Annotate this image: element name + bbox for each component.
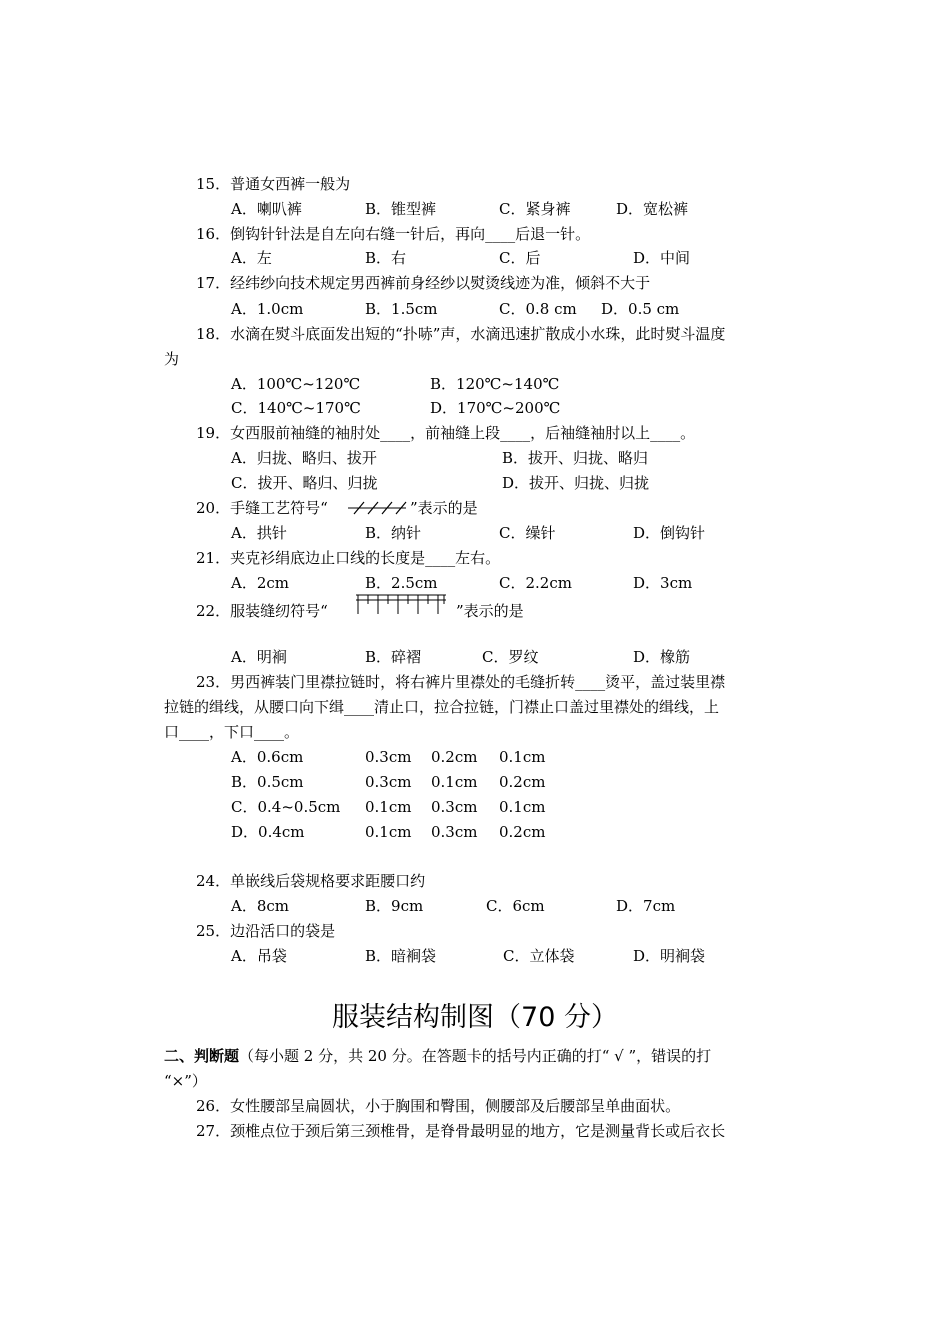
question-18-option-a: A．100℃~120℃	[231, 375, 361, 393]
question-17-option-c: C．0.8 cm	[499, 300, 577, 318]
question-25-option-b: B．暗裥袋	[365, 947, 437, 965]
question-16-option-c: C．后	[499, 249, 541, 267]
part-two-label: 二、判断题	[164, 1047, 240, 1065]
question-19-stem: 19．女西服前袖缝的袖肘处____，前袖缝上段____，后袖缝袖肘以上____。	[196, 424, 696, 442]
question-17-option-a: A．1.0cm	[231, 300, 304, 318]
question-23-row-a-col4: 0.1cm	[499, 748, 546, 766]
question-22-option-c: C．罗纹	[482, 648, 539, 666]
question-16-option-b: B．右	[365, 249, 407, 267]
question-23-stem-line1: 23．男西裤装门里襟拉链时，将右裤片里襟处的毛缝折转____烫平，盖过装里襟	[196, 673, 726, 691]
question-21-option-c: C．2.2cm	[499, 574, 572, 592]
question-15-option-d: D．宽松裤	[616, 200, 689, 218]
question-24-option-c: C．6cm	[486, 897, 545, 915]
question-22-option-a: A．明裥	[231, 648, 287, 666]
question-23-row-a-col3: 0.2cm	[431, 748, 478, 766]
part-two-description: （每小题 2 分，共 20 分。在答题卡的括号内正确的打“ √ ”，错误的打	[239, 1047, 712, 1065]
question-23-row-c-col4: 0.1cm	[499, 798, 546, 816]
question-23-row-d-col3: 0.3cm	[431, 823, 478, 841]
sewing-symbol-icon	[354, 592, 450, 616]
question-23-stem-line3: 口____，下口____。	[164, 723, 300, 741]
question-23-row-c-col3: 0.3cm	[431, 798, 478, 816]
question-22-option-b: B．碎褶	[365, 648, 422, 666]
question-24-option-d: D．7cm	[616, 897, 676, 915]
question-18-stem-line2: 为	[164, 350, 180, 368]
question-15-option-a: A．喇叭裤	[231, 200, 302, 218]
question-17-option-d: D．0.5 cm	[601, 300, 680, 318]
part-two-instructions	[164, 1046, 711, 1066]
question-23-row-b-col3: 0.1cm	[431, 773, 478, 791]
question-23-row-c-col2: 0.1cm	[365, 798, 412, 816]
question-23-row-b-col4: 0.2cm	[499, 773, 546, 791]
part-two-description-line2: “×”）	[164, 1072, 207, 1090]
section-title: 服装结构制图（70 分）	[332, 1002, 618, 1033]
question-15-option-c: C．紧身裤	[499, 200, 571, 218]
question-21-option-d: D．3cm	[633, 574, 693, 592]
question-24-option-a: A．8cm	[231, 897, 290, 915]
question-18-stem-line1: 18．水滴在熨斗底面发出短的“扑哧”声，水滴迅速扩散成小水珠，此时熨斗温度	[196, 325, 726, 343]
question-23-row-a-col2: 0.3cm	[365, 748, 412, 766]
question-23-row-c-col1: C．0.4~0.5cm	[231, 798, 341, 816]
hand-stitch-symbol-icon	[348, 499, 408, 517]
question-23-row-d-col1: D．0.4cm	[231, 823, 305, 841]
question-20-stem-before: 20．手缝工艺符号“	[196, 499, 328, 517]
question-17-option-b: B．1.5cm	[365, 300, 438, 318]
question-16-option-a: A．左	[231, 249, 272, 267]
question-25-stem: 25．边沿活口的袋是	[196, 922, 336, 940]
question-26-stem: 26．女性腰部呈扁圆状，小于胸围和臀围，侧腰部及后腰部呈单曲面状。	[196, 1097, 681, 1115]
question-20-option-a: A．拱针	[231, 524, 287, 542]
question-25-option-a: A．吊袋	[231, 947, 287, 965]
question-21-option-b: B．2.5cm	[365, 574, 438, 592]
question-15-option-b: B．锥型裤	[365, 200, 437, 218]
question-20-option-c: C．缲针	[499, 524, 556, 542]
question-16-option-d: D．中间	[633, 249, 691, 267]
question-21-option-a: A．2cm	[231, 574, 290, 592]
question-20-stem-after: ”表示的是	[410, 499, 478, 517]
question-23-row-b-col1: B．0.5cm	[231, 773, 304, 791]
question-23-row-b-col2: 0.3cm	[365, 773, 412, 791]
question-23-row-a-col1: A．0.6cm	[231, 748, 304, 766]
question-19-option-c: C．拔开、略归、归拢	[231, 474, 378, 492]
question-25-option-c: C．立体袋	[503, 947, 575, 965]
question-18-option-c: C．140℃~170℃	[231, 399, 361, 417]
question-18-option-b: B．120℃~140℃	[430, 375, 560, 393]
question-24-stem: 24．单嵌线后袋规格要求距腰口约	[196, 872, 426, 890]
question-23-stem-line2: 拉链的缉线，从腰口向下缉____清止口，拉合拉链，门襟止口盖过里襟处的缉线，上	[164, 698, 720, 716]
question-20-option-b: B．纳针	[365, 524, 422, 542]
question-23-row-d-col2: 0.1cm	[365, 823, 412, 841]
question-18-option-d: D．170℃~200℃	[430, 399, 561, 417]
question-21-stem: 21．夹克衫绢底边止口线的长度是____左右。	[196, 549, 501, 567]
question-16-stem: 16．倒钩针针法是自左向右缝一针后，再向____后退一针。	[196, 225, 591, 243]
question-19-option-d: D．拔开、归拢、归拢	[502, 474, 650, 492]
question-15-stem: 15．普通女西裤一般为	[196, 175, 351, 193]
question-24-option-b: B．9cm	[365, 897, 424, 915]
question-22-option-d: D．橡筋	[633, 648, 691, 666]
question-22-stem-before: 22．服装缝纫符号“	[196, 602, 328, 620]
question-27-stem: 27．颈椎点位于颈后第三颈椎骨，是脊骨最明显的地方，它是测量背长或后衣长	[196, 1122, 726, 1140]
question-23-row-d-col4: 0.2cm	[499, 823, 546, 841]
question-19-option-b: B．拔开、归拢、略归	[502, 449, 649, 467]
question-17-stem: 17．经纬纱向技术规定男西裤前身经纱以熨烫线迹为准，倾斜不大于	[196, 274, 651, 292]
question-20-option-d: D．倒钩针	[633, 524, 706, 542]
question-25-option-d: D．明裥袋	[633, 947, 706, 965]
question-22-stem-after: ”表示的是	[456, 602, 524, 620]
question-19-option-a: A．归拢、略归、拔开	[231, 449, 377, 467]
